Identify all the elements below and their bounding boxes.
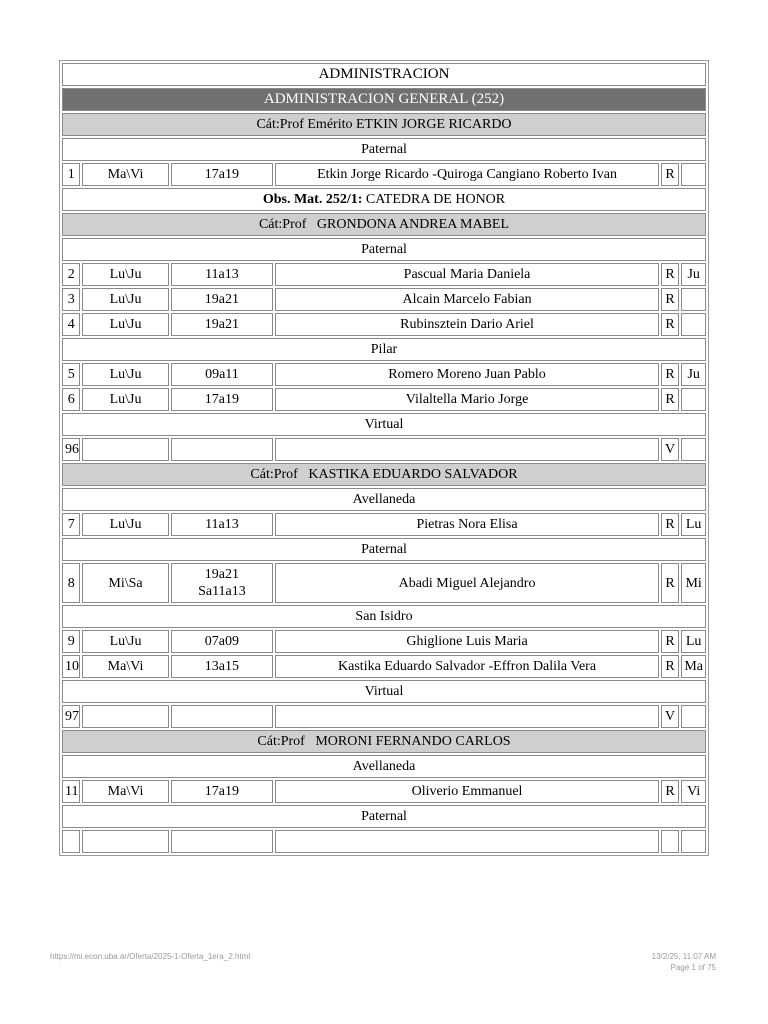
course-days: Lu\Ju [82, 288, 168, 311]
course-modality: R [661, 780, 679, 803]
course-number: 9 [62, 630, 80, 653]
catedra-professor: MORONI FERNANDO CARLOS [315, 734, 511, 749]
course-teachers: Pietras Nora Elisa [275, 513, 659, 536]
sede-header-row [62, 680, 706, 703]
sede-header: Paternal [62, 538, 706, 561]
catedra-prefix: Cát:Prof [257, 734, 305, 749]
course-row [62, 655, 706, 678]
course-teachers: Ghiglione Luis Maria [275, 630, 659, 653]
course-teachers: Rubinsztein Dario Ariel [275, 313, 659, 336]
course-extra-day: Lu [681, 630, 706, 653]
course-days: Lu\Ju [82, 313, 168, 336]
course-extra-day: Ma [681, 655, 706, 678]
course-number: 7 [62, 513, 80, 536]
catedra-header-row [62, 213, 706, 236]
footer-url: https://mi.econ.uba.ar/Oferta/2025-1-Oferta_1era_2.html [50, 952, 251, 961]
schedule-line: 19a21 [204, 292, 240, 307]
course-extra-day [681, 163, 706, 186]
course-schedule [171, 313, 274, 336]
title-row [62, 63, 706, 86]
schedule-line: 13a15 [204, 659, 240, 674]
sede-header-row [62, 138, 706, 161]
sede-header-row [62, 488, 706, 511]
course-modality: R [661, 363, 679, 386]
catedra-header-row [62, 113, 706, 136]
observation-row [62, 188, 706, 211]
sede-header-row [62, 238, 706, 261]
area-row [62, 88, 706, 111]
course-number: 8 [62, 563, 80, 603]
course-modality: R [661, 563, 679, 603]
schedule-line: 19a21 [204, 567, 240, 582]
course-number: 2 [62, 263, 80, 286]
course-teachers [275, 438, 659, 461]
course-number: 96 [62, 438, 80, 461]
sede-header: Paternal [62, 805, 706, 828]
course-extra-day [681, 438, 706, 461]
course-number: 4 [62, 313, 80, 336]
course-row [62, 830, 706, 853]
course-modality: V [661, 438, 679, 461]
schedule-line: 11a13 [205, 517, 239, 532]
course-schedule [171, 513, 274, 536]
catedra-professor: KASTIKA EDUARDO SALVADOR [308, 467, 518, 482]
footer-datetime: 13/2/25, 11:07 AM [651, 952, 716, 961]
course-days: Ma\Vi [82, 163, 168, 186]
course-number: 5 [62, 363, 80, 386]
page-frame [59, 60, 709, 900]
course-row [62, 313, 706, 336]
course-days: Lu\Ju [82, 388, 168, 411]
sede-header: Avellaneda [62, 488, 706, 511]
course-modality: R [661, 513, 679, 536]
footer-meta [652, 951, 716, 973]
course-schedule [171, 438, 274, 461]
area-header: ADMINISTRACION GENERAL (252) [62, 88, 706, 111]
course-number: 6 [62, 388, 80, 411]
course-row [62, 163, 706, 186]
footer-page-number: Page 1 of 75 [670, 963, 716, 972]
course-row [62, 513, 706, 536]
catedra-prefix: Cát:Prof [258, 217, 307, 232]
course-number: 97 [62, 705, 80, 728]
course-modality: R [661, 288, 679, 311]
course-schedule [171, 630, 274, 653]
catedra-prefix: Cát:Prof [250, 467, 298, 482]
sede-header: Paternal [62, 238, 706, 261]
course-row [62, 288, 706, 311]
sede-header-row [62, 605, 706, 628]
schedule-line: Sa11a13 [198, 584, 246, 599]
course-number: 11 [62, 780, 80, 803]
sede-header: Virtual [62, 680, 706, 703]
course-row [62, 438, 706, 461]
course-row [62, 705, 706, 728]
sede-header: Avellaneda [62, 755, 706, 778]
course-modality: R [661, 630, 679, 653]
course-extra-day [681, 705, 706, 728]
course-schedule [171, 163, 274, 186]
course-modality [661, 830, 679, 853]
sede-header: Paternal [62, 138, 706, 161]
sede-header: San Isidro [62, 605, 706, 628]
sede-header: Pilar [62, 338, 706, 361]
course-extra-day: Vi [681, 780, 706, 803]
course-days: Mi\Sa [82, 563, 168, 603]
course-days: Lu\Ju [82, 263, 168, 286]
course-teachers: Oliverio Emmanuel [275, 780, 659, 803]
course-modality: V [661, 705, 679, 728]
course-row [62, 630, 706, 653]
course-extra-day [681, 388, 706, 411]
observation-label: Obs. Mat. 252/1: [262, 192, 363, 207]
catedra-header-row [62, 730, 706, 753]
course-days: Lu\Ju [82, 630, 168, 653]
observation [62, 188, 706, 211]
course-days [82, 438, 168, 461]
catedra-professor: GRONDONA ANDREA MABEL [316, 217, 510, 232]
course-schedule [171, 830, 274, 853]
catedra-header [62, 213, 706, 236]
course-schedule [171, 388, 274, 411]
sede-header: Virtual [62, 413, 706, 436]
schedule-line: 17a19 [204, 784, 240, 799]
catedra-prefix: Cát:Prof Emérito [256, 117, 353, 132]
course-teachers: Etkin Jorge Ricardo -Quiroga Cangiano Roberto Ivan [275, 163, 659, 186]
course-extra-day [681, 830, 706, 853]
course-days: Ma\Vi [82, 780, 168, 803]
course-days [82, 830, 168, 853]
catedra-header [62, 463, 706, 486]
course-extra-day: Lu [681, 513, 706, 536]
schedule-line: 17a19 [204, 167, 240, 182]
course-modality: R [661, 313, 679, 336]
schedule-line: 07a09 [204, 634, 240, 649]
course-offer-table [59, 60, 709, 856]
course-days: Ma\Vi [82, 655, 168, 678]
course-extra-day [681, 288, 706, 311]
course-teachers: Abadi Miguel Alejandro [275, 563, 659, 603]
course-row [62, 363, 706, 386]
course-extra-day [681, 313, 706, 336]
course-row [62, 563, 706, 603]
course-offer-body [62, 63, 706, 853]
course-extra-day: Ju [681, 263, 706, 286]
course-teachers [275, 830, 659, 853]
course-row [62, 388, 706, 411]
course-teachers: Romero Moreno Juan Pablo [275, 363, 659, 386]
sede-header-row [62, 338, 706, 361]
course-modality: R [661, 263, 679, 286]
course-schedule [171, 563, 274, 603]
catedra-professor: ETKIN JORGE RICARDO [355, 117, 512, 132]
course-teachers [275, 705, 659, 728]
course-teachers: Pascual Maria Daniela [275, 263, 659, 286]
course-schedule [171, 705, 274, 728]
schedule-line: 09a11 [205, 367, 239, 382]
catedra-header-row [62, 463, 706, 486]
course-schedule [171, 263, 274, 286]
schedule-line: 11a13 [205, 267, 239, 282]
observation-text: CATEDRA DE HONOR [365, 192, 506, 207]
course-extra-day: Mi [681, 563, 706, 603]
course-number: 10 [62, 655, 80, 678]
course-schedule [171, 288, 274, 311]
catedra-header [62, 730, 706, 753]
sede-header-row [62, 538, 706, 561]
course-schedule [171, 780, 274, 803]
course-schedule [171, 363, 274, 386]
course-number: 3 [62, 288, 80, 311]
schedule-line: 19a21 [204, 317, 240, 332]
sede-header-row [62, 805, 706, 828]
course-teachers: Kastika Eduardo Salvador -Effron Dalila Vera [275, 655, 659, 678]
sede-header-row [62, 413, 706, 436]
course-teachers: Alcain Marcelo Fabian [275, 288, 659, 311]
course-number [62, 830, 80, 853]
course-modality: R [661, 388, 679, 411]
course-days [82, 705, 168, 728]
sede-header-row [62, 755, 706, 778]
course-number: 1 [62, 163, 80, 186]
course-schedule [171, 655, 274, 678]
course-days: Lu\Ju [82, 363, 168, 386]
course-days: Lu\Ju [82, 513, 168, 536]
schedule-line: 17a19 [204, 392, 240, 407]
course-modality: R [661, 655, 679, 678]
course-modality: R [661, 163, 679, 186]
course-teachers: Vilaltella Mario Jorge [275, 388, 659, 411]
course-extra-day: Ju [681, 363, 706, 386]
course-row [62, 263, 706, 286]
catedra-header [62, 113, 706, 136]
course-row [62, 780, 706, 803]
document-title: ADMINISTRACION [62, 63, 706, 86]
